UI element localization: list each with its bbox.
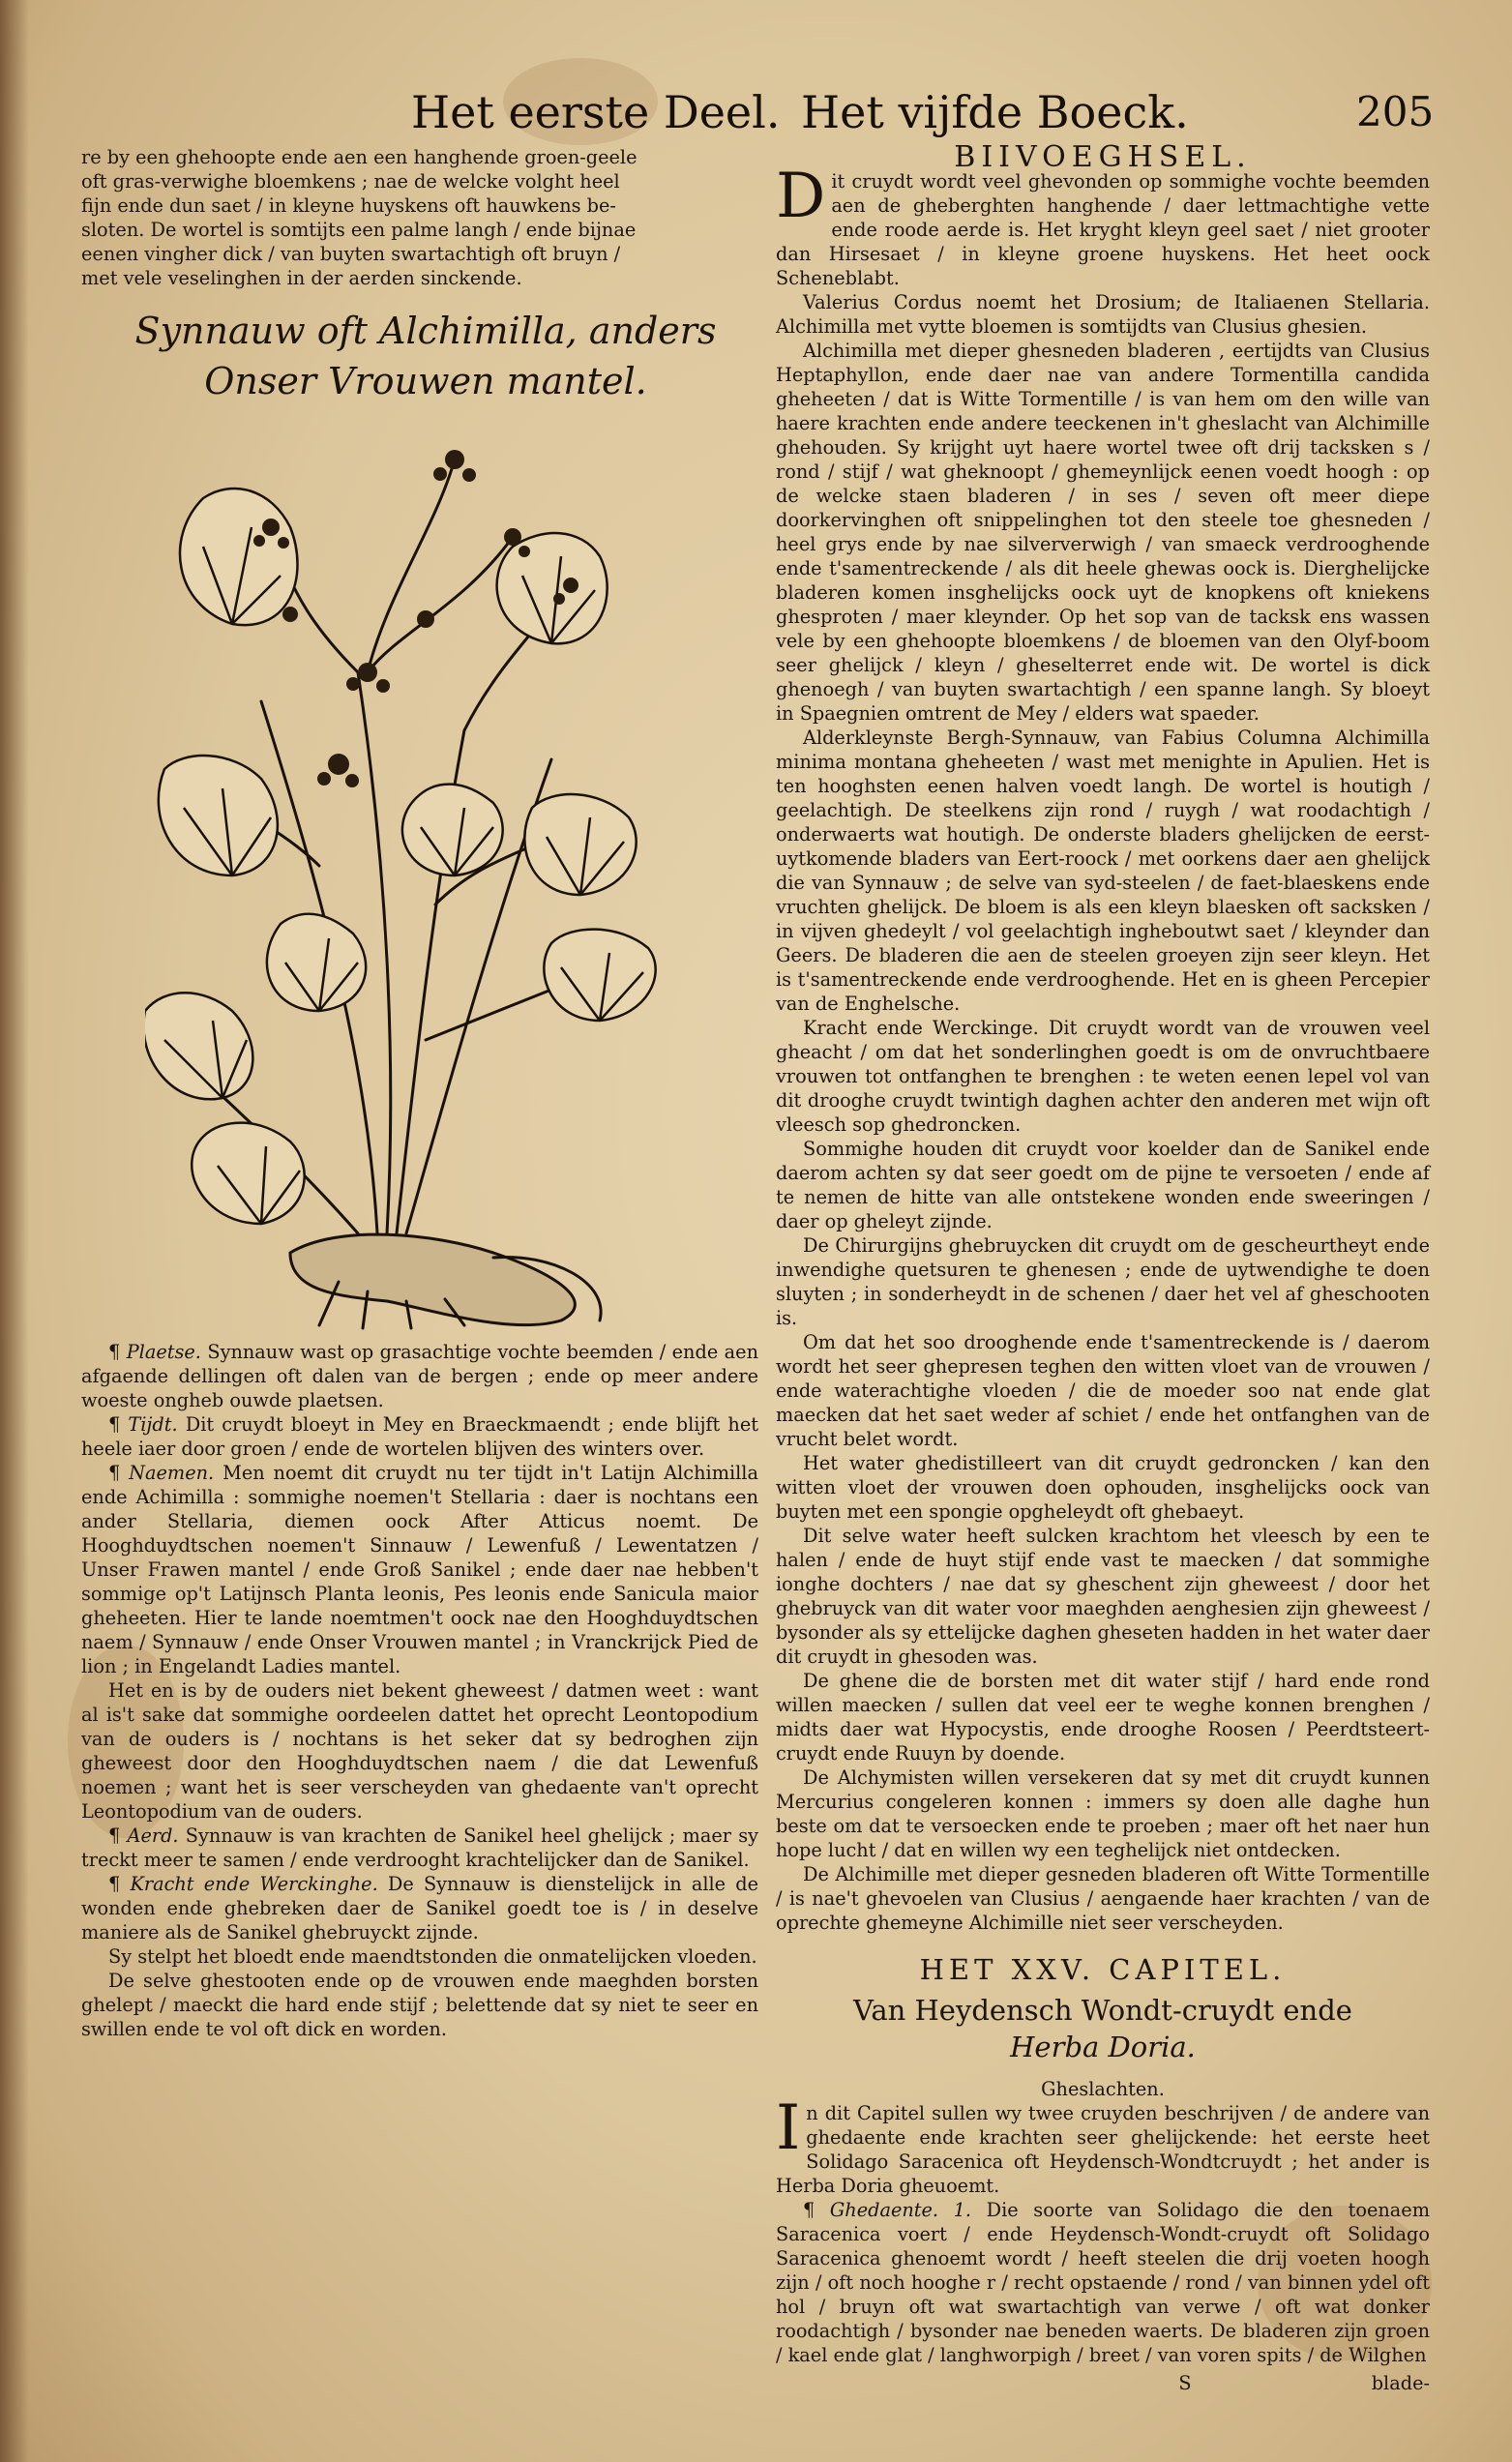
drop-cap: I xyxy=(776,2092,801,2164)
paragraph: Alderkleynste Bergh-Synnauw, van Fabius Columna Alchimilla minima montana gheheeten / wast met menighte in Apulien. Het is ten hooghsten eenen halven voedt langh. De wortel is houtigh / geelachtigh. De steelkens zijn rond / ruygh / wat roodachtigh / onderwaerts wat houtigh. De onderste bladers ghelijcken de eerst-uytkomende bladers van Eert-roock / met oorkens daer aen ghelijck die van Synnauw ; de selve van syd-steelen / de faet-blaeskens ende vruchten ghelijck. De bloem is als een kleyn blaesken oft sacksken / in vijven ghedeylt / vol geelachtigh ingheboutwt saet / kleynder dan Geers. De bladeren die aen de steelen groeyen zijn seer kleyn. Het is t'samentreckende ende verdrooghende. Het en is gheen Percepier van de Enghelsche. xyxy=(776,727,1430,1015)
running-head-right: Het vijfde Boeck. xyxy=(801,86,1189,138)
paragraph: Sommighe houden dit cruydt voor koelder dan de Sanikel ende daerom achten sy dat seer goedt om de pijne te versoeten / ende af te nemen de hitte van alle ontstekene wonden ende sweeringen / daer op gheleyt zijnde. xyxy=(776,1138,1430,1232)
gheslachten-label: Gheslachten. xyxy=(1041,2078,1165,2100)
running-head-left: Het eerste Deel. xyxy=(411,86,781,138)
paragraph-tijdt: ¶ Tijdt. Dit cruydt bloeyt in Mey en Braeckmaendt ; ende blijft het heele iaer door groen / ende de wortelen blijven des winters over. xyxy=(81,1413,758,1460)
paragraph-aerd: ¶ Aerd. Synnauw is van krachten de Sanikel heel ghelijck ; maer sy treckt meer te samen / ende verdrooght krachtelijcker dan de Sanikel. xyxy=(81,1824,758,1871)
text-line: fijn ende dun saet / in kleyne huyskens oft hauwkens be- xyxy=(81,194,616,217)
right-column xyxy=(776,140,1430,2395)
paragraph: In dit Capitel sullen wy twee cruyden beschrijven / de andere van ghedaente ende krachten seer ghelijckende: het eerste heet Solidago Saracenica oft Heydensch-Wondtcruydt ; het ander is Herba Doria gheuoemt. xyxy=(776,2092,1430,2197)
chapter-title-line: Herba Doria. xyxy=(1010,2031,1196,2063)
paragraph: Dit cruydt wordt veel ghevonden op sommighe vochte beemden aen de gheberghten hanghende / daer lettmachtighe vette ende roode aerde is. Het kryght kleyn geel saet / niet grooter dan Hirsesaet / in kleyne groene huyskens. Het heet oock Scheneblabt. xyxy=(776,161,1430,289)
paragraph: Dit selve water heeft sulcken krachtom het vleesch by een te halen / ende de huyt stijf ende vast te maecken / dat sommighe ionghe dochters / nae dat sy gheschent zijn gheweest / door het ghebruyck van dit water voor maeghden aenghesien zijn gheweest / bysonder als sy ettelijcke daghen gheseten hadden in het water daer dit cruydt in ghesoden was. xyxy=(776,1525,1430,1668)
paragraph: De Alchimille met dieper gesneden bladeren oft Witte Tormentille / is nae't ghevoelen van Clusius / aengaende haer krachten / van de oprechte ghemeyne Alchimille niet seer verscheyden. xyxy=(776,1863,1430,1934)
alchemilla-woodcut-illustration xyxy=(145,382,697,1330)
paragraph: De Alchymisten willen versekeren dat sy met dit cruydt kunnen Mercurius congeleren konnen : immers sy doen alle daghe hun beste om dat te versoecken ende te proeben ; maer oft het naer hun hope lucht / dat en willen wy een teghelijck niet ontdecken. xyxy=(776,1766,1430,1861)
paragraph-bloedt: Sy stelpt het bloedt ende maendtstonden die onmatelijcken vloeden. xyxy=(108,1945,757,1968)
plant-title-line: Onser Vrouwen mantel. xyxy=(204,360,647,402)
chapter-title-line: Van Heydensch Wondt-cruydt ende xyxy=(853,1994,1352,2027)
paragraph: Om dat het soo drooghende ende t'samentreckende is / daerom wordt het seer ghepresen teghen den witten vloet van de vrouwen / ende waterachtighe vloeden / die de moeder soo nat ende glat maecken dat het saet weder af schiet / ende het ontfanghen van de vrucht belet wordt. xyxy=(776,1331,1430,1450)
text-line: re by een ghehoopte ende aen een hanghende groen-geele xyxy=(81,146,637,168)
paragraph: De ghene die de borsten met dit water stijf / hard ende rond willen maecken / sullen dat veel eer te weghe konnen brenghen / midts daer wat Hypocystis, ende drooghe Roosen / Peerdtsteert-cruydt ende Ruuyn by doende. xyxy=(776,1670,1430,1765)
paragraph-naemen: ¶ Naemen. Men noemt dit cruydt nu ter tijdt in't Latijn Alchimilla ende Achimilla : sommighe noemen't Stellaria : daer is nochtans een ander Stellaria, diemen oock After Atticus noemt. De Hooghduydtschen noemen't Sinnauw / Lewenfuß / Lewentatzen / Unser Frawen mantel / ende Groß Sanikel ; ende daer nae hebben't sommige op't Latijnsch Planta leonis, Pes leonis ende Sanicula maior gheheeten. Hier te lande noemtmen't oock nae den Hooghduydtschen naem / Synnauw / ende Onser Vrouwen mantel ; in Vranckrijck Pied de lion ; in Engelandt Ladies mantel. xyxy=(81,1462,758,1677)
paragraph-ouders: Het en is by de ouders niet bekent gheweest / datmen weet : want al is't sake dat sommighe oordeelen dattet het oprecht Leontopodium van de ouders is / nochtans is het seker dat sy bedroghen zijn gheweest door den Hooghduydtschen naem / die dat Lewenfuß noemen ; want het is seer verscheyden van ghedaente van't oprecht Leontopodium van de ouders. xyxy=(81,1679,758,1823)
paragraph-ghedaente: ¶ Ghedaente. 1. Die soorte van Solidago die den toenaem Saracenica voert / ende Heydensch-Wondt-cruydt oft Solidago Saracenica ghenoemt wordt / heeft steelen die drij voeten hoogh zijn / oft noch hooghe r / recht opstaende / rond / van binnen ydel oft hol / bruyn oft wat swartachtigh van verwe / oft wat donker roodachtigh / bysonder nae beneden waerts. De bladeren zijn groen / kael ende glat / langhworpigh / breet / van voren spits / de Wilghen xyxy=(776,2199,1430,2366)
paragraph-kracht: ¶ Kracht ende Werckinghe. De Synnauw is dienstelijck in alle de wonden ende ghebreken daer de Sanikel goedt toe is / in deselve maniere als de Sanikel ghebruyckt zijnde. xyxy=(81,1873,758,1943)
paragraph: Valerius Cordus noemt het Drosium; de Italiaenen Stellaria. Alchimilla met vytte bloemen is somtijdts van Clusius ghesien. xyxy=(776,291,1430,338)
catchword: blade- xyxy=(1371,2372,1430,2394)
paragraph: Kracht ende Werckinge. Dit cruydt wordt van de vrouwen veel gheacht / om dat het sonderlinghen goedt is om de onvruchtbaere vrouwen tot ontfanghen te brenghen : te weten eenen lepel vol van dit drooghe cruydt twintigh daghen achter den anderen met wijn oft vleesch sop ghedroncken. xyxy=(776,1017,1430,1136)
text-line: met vele veselinghen in der aerden sinckende. xyxy=(81,267,522,289)
paragraph: Het water ghedistilleert van dit cruydt gedroncken / kan den witten vloet der vrouwen doen ophouden, insghelijcks oock van buyten met een spongie opgheleydt oft ghebaeyt. xyxy=(776,1452,1430,1523)
signature-mark: S xyxy=(1178,2372,1192,2394)
left-intro xyxy=(81,145,758,290)
page-edge-shadow xyxy=(0,0,29,2462)
left-body xyxy=(81,1340,758,2041)
text-line: sloten. De wortel is somtijts een palme langh / ende bijnae xyxy=(81,219,637,241)
drop-cap: D xyxy=(776,161,826,232)
plant-title-line: Synnauw oft Alchimilla, anders xyxy=(134,310,717,352)
chapter-heading: HET XXV. CAPITEL. xyxy=(919,1953,1287,1986)
paragraph-plaetse: ¶ Plaetse. Synnauw wast op grasachtige vochte beemden / ende aen afgaende dellingen oft dalen van de bergen ; ende op meer andere woeste ongheb ouwde plaetsen. xyxy=(81,1341,758,1411)
paragraph: De Chirurgijns ghebruycken dit cruydt om de gescheurtheyt ende inwendighe quetsuren te ghenesen ; ende de uytwendighe te doen sluyten ; in sonderheydt in de schenen / daer het vel af gheschooten is. xyxy=(776,1234,1430,1329)
paragraph: Alchimilla met dieper ghesneden bladeren , eertijdts van Clusius Heptaphyllon, ende daer nae van andere Tormentilla candida gheheeten / dat is Witte Tormentille / is van hem om den wille van haere krachten ende andere teeckenen in't gheslacht van Alchimille ghehouden. Sy krijght uyt haere wortel twee oft drij tacksken s / rond / stijf / wat gheknoopt / ghemeynlijck eenen voedt hoogh : op de welcke staen bladeren / in ses / seven oft meer diepe doorkervinghen oft snippelinghen tot den steele toe ghesneden / heel grys ende by nae silververwigh / van smaeck verdrooghende ende t'samentreckende / als dit heele ghewas oock is. Dierghelijcke bladeren komen insghelijcks oock uyt de knopkens oft kniekens ghesproten / maer kleynder. Op het sop van de tacksk ens wassen vele by een ghehoopte bloemkens / de bloemen van den Olyf-boom seer ghelijck / kleyn / gheselterret ende wit. De wortel is dick ghenoegh / van buyten swartachtigh / een spanne langh. Sy bloeyt in Spaegnien omtrent de Mey / elders wat spaeder. xyxy=(776,340,1430,725)
page-number: 205 xyxy=(1356,88,1435,135)
catchword-line xyxy=(776,2371,1430,2395)
bijvoeghsel-heading: BIIVOEGHSEL. xyxy=(954,140,1252,174)
text-line: oft gras-verwighe bloemkens ; nae de welcke volght heel xyxy=(81,170,620,193)
text-line: eenen vingher dick / van buyten swartachtigh oft bruyn / xyxy=(81,243,621,265)
paragraph-borsten: De selve ghestooten ende op de vrouwen ende maeghden borsten ghelept / maeckt die hard ende stijf ; belettende dat sy niet te seer en swillen ende te vol oft dick en worden. xyxy=(81,1970,758,2040)
